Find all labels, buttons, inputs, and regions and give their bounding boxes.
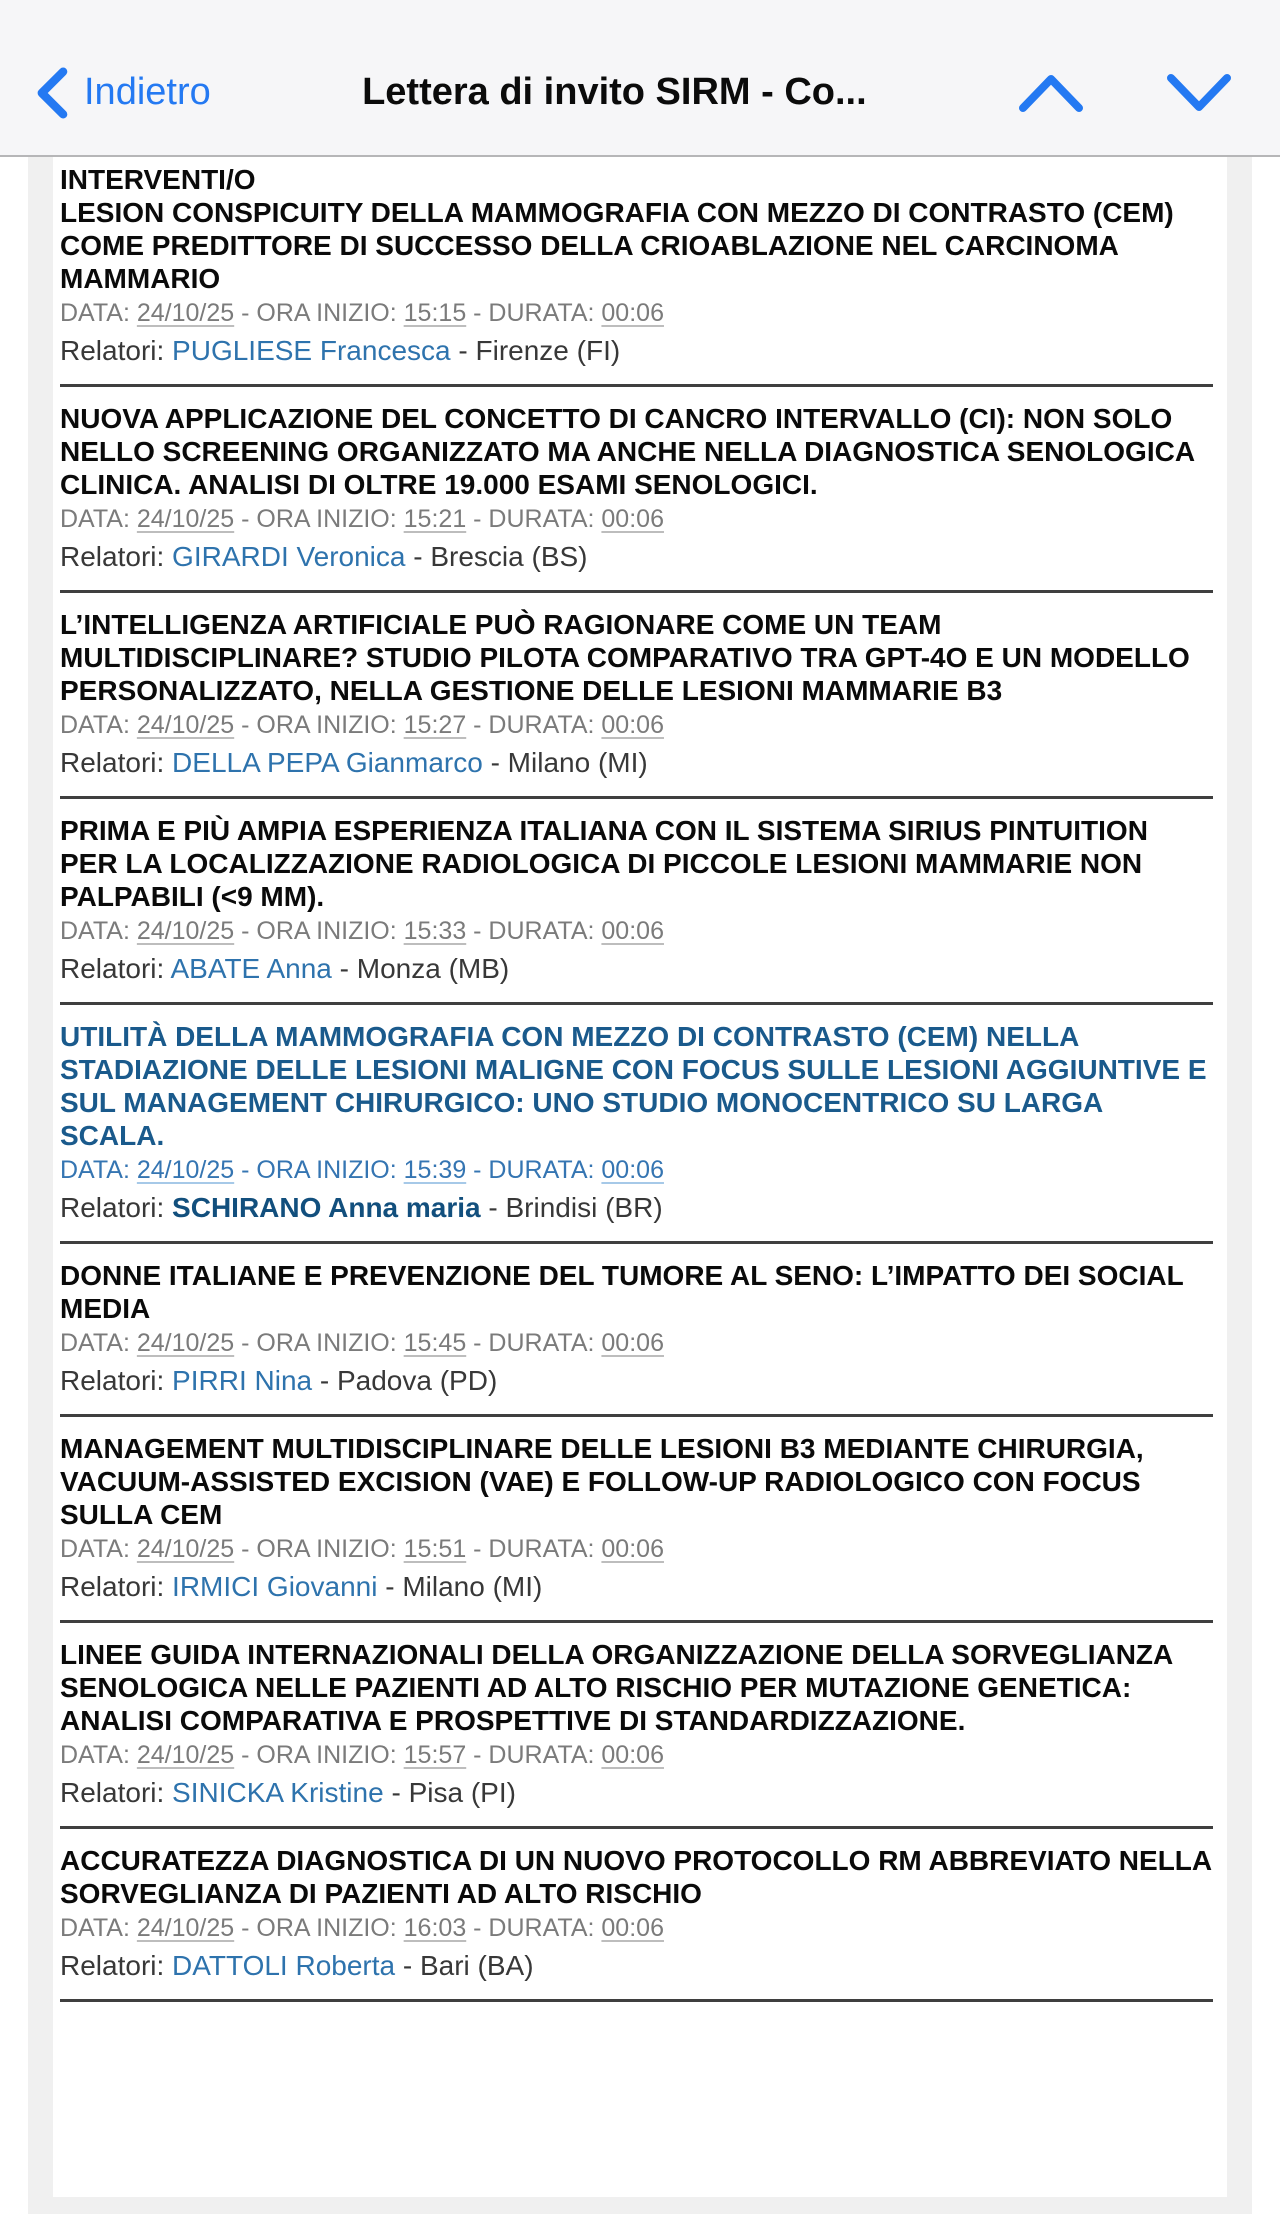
duration-value-link[interactable]: 00:06 bbox=[601, 1741, 664, 1769]
duration-label: - DURATA: bbox=[466, 711, 602, 739]
chevron-up-icon[interactable] bbox=[1018, 72, 1084, 114]
speaker-link[interactable]: GIRARDI Veronica bbox=[172, 541, 406, 572]
date-value-link[interactable]: 24/10/25 bbox=[136, 505, 235, 533]
start-time-value-link[interactable]: 15:33 bbox=[403, 917, 467, 945]
speaker-link[interactable]: PIRRI Nina bbox=[172, 1365, 313, 1396]
session-title: MANAGEMENT MULTIDISCIPLINARE DELLE LESIONI B3 MEDIANTE CHIRURGIA, VACUUM-ASSISTED EXCISION (VAE) E FOLLOW-UP RADIOLOGICO CON FOCUS SULLA CEM bbox=[60, 1433, 1144, 1530]
back-button[interactable] bbox=[34, 67, 211, 119]
duration-label: - DURATA: bbox=[466, 1914, 602, 1942]
speaker-link[interactable]: SINICKA Kristine bbox=[172, 1777, 384, 1808]
entry-divider bbox=[60, 1002, 1213, 1005]
speakers-line bbox=[60, 1192, 1213, 1224]
chevron-down-icon[interactable] bbox=[1166, 72, 1232, 114]
session-meta bbox=[60, 300, 1213, 326]
date-value-link[interactable]: 24/10/25 bbox=[136, 299, 235, 327]
session-entry bbox=[60, 1259, 1213, 1417]
speaker-location: - Monza (MB) bbox=[331, 953, 510, 984]
date-value-link[interactable]: 24/10/25 bbox=[136, 917, 235, 945]
start-time-label: - ORA INIZIO: bbox=[234, 917, 404, 945]
session-meta bbox=[60, 1742, 1213, 1768]
start-time-label: - ORA INIZIO: bbox=[234, 1156, 404, 1184]
start-time-value-link[interactable]: 15:21 bbox=[403, 505, 467, 533]
date-label: DATA: bbox=[60, 1156, 137, 1184]
speaker-location: - Brescia (BS) bbox=[405, 541, 588, 572]
session-entry bbox=[60, 814, 1213, 1005]
speakers-label: Relatori: bbox=[60, 1950, 173, 1981]
date-label: DATA: bbox=[60, 1741, 137, 1769]
session-entry bbox=[60, 196, 1213, 387]
speaker-location: - Milano (MI) bbox=[482, 747, 648, 778]
start-time-label: - ORA INIZIO: bbox=[234, 299, 404, 327]
session-meta bbox=[60, 712, 1213, 738]
session-entry bbox=[60, 1020, 1213, 1244]
session-title: NUOVA APPLICAZIONE DEL CONCETTO DI CANCRO INTERVALLO (CI): NON SOLO NELLO SCREENING ORGANIZZATO MA ANCHE NELLA DIAGNOSTICA SENOLOGICA CLINICA. ANALISI DI OLTRE 19.000 ESAMI SENOLOGICI. bbox=[60, 403, 1194, 500]
session-entry bbox=[60, 608, 1213, 799]
date-value-link[interactable]: 24/10/25 bbox=[136, 1329, 235, 1357]
duration-label: - DURATA: bbox=[466, 1156, 602, 1184]
date-label: DATA: bbox=[60, 711, 137, 739]
start-time-value-link[interactable]: 15:51 bbox=[403, 1535, 467, 1563]
duration-value-link[interactable]: 00:06 bbox=[601, 1156, 664, 1184]
date-label: DATA: bbox=[60, 505, 137, 533]
speakers-line bbox=[60, 747, 1213, 779]
duration-label: - DURATA: bbox=[466, 1535, 602, 1563]
start-time-label: - ORA INIZIO: bbox=[234, 1535, 404, 1563]
session-entry bbox=[60, 1432, 1213, 1623]
duration-value-link[interactable]: 00:06 bbox=[601, 917, 664, 945]
duration-value-link[interactable]: 00:06 bbox=[601, 1535, 664, 1563]
duration-label: - DURATA: bbox=[466, 299, 602, 327]
session-meta bbox=[60, 506, 1213, 532]
speakers-label: Relatori: bbox=[60, 541, 173, 572]
date-value-link[interactable]: 24/10/25 bbox=[136, 1914, 235, 1942]
speaker-link[interactable]: PUGLIESE Francesca bbox=[172, 335, 451, 366]
speakers-label: Relatori: bbox=[60, 1571, 173, 1602]
speaker-location: - Firenze (FI) bbox=[450, 335, 621, 366]
session-meta bbox=[60, 1915, 1213, 1941]
session-title: UTILITÀ DELLA MAMMOGRAFIA CON MEZZO DI CONTRASTO (CEM) NELLA STADIAZIONE DELLE LESIONI MALIGNE CON FOCUS SULLE LESIONI AGGIUNTIVE E SUL MANAGEMENT CHIRURGICO: UNO STUDIO MONOCENTRICO SU LARGA SCALA. bbox=[60, 1021, 1207, 1151]
speakers-line bbox=[60, 1571, 1213, 1603]
date-label: DATA: bbox=[60, 1329, 137, 1357]
session-meta bbox=[60, 1330, 1213, 1356]
date-value-link[interactable]: 24/10/25 bbox=[136, 1156, 235, 1184]
entry-divider bbox=[60, 1620, 1213, 1623]
start-time-value-link[interactable]: 15:45 bbox=[403, 1329, 467, 1357]
session-entry bbox=[60, 1638, 1213, 1829]
speaker-location: - Padova (PD) bbox=[312, 1365, 498, 1396]
speakers-line bbox=[60, 335, 1213, 367]
speaker-location: - Brindisi (BR) bbox=[480, 1192, 663, 1223]
speakers-label: Relatori: bbox=[60, 953, 171, 984]
start-time-value-link[interactable]: 15:15 bbox=[403, 299, 467, 327]
back-button-label[interactable]: Indietro bbox=[84, 71, 211, 113]
nav-bar bbox=[0, 0, 1280, 157]
date-value-link[interactable]: 24/10/25 bbox=[136, 1741, 235, 1769]
entry-divider bbox=[60, 796, 1213, 799]
speaker-link[interactable]: DELLA PEPA Gianmarco bbox=[172, 747, 483, 778]
speakers-line bbox=[60, 1365, 1213, 1397]
session-meta bbox=[60, 1157, 1213, 1183]
session-meta bbox=[60, 1536, 1213, 1562]
start-time-label: - ORA INIZIO: bbox=[234, 1741, 404, 1769]
speakers-line bbox=[60, 1950, 1213, 1982]
session-title: PRIMA E PIÙ AMPIA ESPERIENZA ITALIANA CON IL SISTEMA SIRIUS PINTUITION PER LA LOCALIZZAZIONE RADIOLOGICA DI PICCOLE LESIONI MAMMARIE NON PALPABILI (<9 MM). bbox=[60, 815, 1148, 912]
duration-value-link[interactable]: 00:06 bbox=[601, 505, 664, 533]
message-title: Lettera di invito SIRM - Co... bbox=[362, 71, 867, 113]
start-time-value-link[interactable]: 16:03 bbox=[403, 1914, 467, 1942]
speakers-label: Relatori: bbox=[60, 1192, 173, 1223]
entry-divider bbox=[60, 1826, 1213, 1829]
session-entry bbox=[60, 402, 1213, 593]
email-body-background bbox=[28, 157, 1252, 2214]
session-title: L’INTELLIGENZA ARTIFICIALE PUÒ RAGIONARE COME UN TEAM MULTIDISCIPLINARE? STUDIO PILOTA COMPARATIVO TRA GPT-4O E UN MODELLO PERSONALIZZATO, NELLA GESTIONE DELLE LESIONI MAMMARIE B3 bbox=[60, 609, 1190, 706]
speaker-link[interactable]: IRMICI Giovanni bbox=[172, 1571, 378, 1602]
session-entry bbox=[60, 1844, 1213, 2002]
speakers-label: Relatori: bbox=[60, 1365, 173, 1396]
speakers-label: Relatori: bbox=[60, 335, 173, 366]
speakers-label: Relatori: bbox=[60, 1777, 173, 1808]
duration-label: - DURATA: bbox=[466, 505, 602, 533]
date-label: DATA: bbox=[60, 917, 137, 945]
start-time-label: - ORA INIZIO: bbox=[234, 1329, 404, 1357]
entry-divider bbox=[60, 384, 1213, 387]
entry-divider bbox=[60, 1241, 1213, 1244]
speaker-link[interactable]: DATTOLI Roberta bbox=[172, 1950, 396, 1981]
start-time-label: - ORA INIZIO: bbox=[234, 1914, 404, 1942]
start-time-label: - ORA INIZIO: bbox=[234, 505, 404, 533]
speakers-label: Relatori: bbox=[60, 747, 173, 778]
start-time-value-link[interactable]: 15:57 bbox=[403, 1741, 467, 1769]
session-title: LINEE GUIDA INTERNAZIONALI DELLA ORGANIZZAZIONE DELLA SORVEGLIANZA SENOLOGICA NELLE PAZIENTI AD ALTO RISCHIO PER MUTAZIONE GENETICA: ANALISI COMPARATIVA E PROSPETTIVE DI STANDARDIZZAZIONE. bbox=[60, 1639, 1173, 1736]
date-value-link[interactable]: 24/10/25 bbox=[136, 711, 235, 739]
speaker-location: - Pisa (PI) bbox=[383, 1777, 516, 1808]
entry-divider bbox=[60, 1999, 1213, 2002]
session-title: ACCURATEZZA DIAGNOSTICA DI UN NUOVO PROTOCOLLO RM ABBREVIATO NELLA SORVEGLIANZA DI PAZIENTI AD ALTO RISCHIO bbox=[60, 1845, 1212, 1909]
duration-value-link[interactable]: 00:06 bbox=[601, 299, 664, 327]
entries bbox=[60, 196, 1213, 2002]
speakers-line bbox=[60, 953, 1213, 985]
duration-value-link[interactable]: 00:06 bbox=[601, 711, 664, 739]
date-label: DATA: bbox=[60, 299, 137, 327]
speakers-line bbox=[60, 1777, 1213, 1809]
duration-label: - DURATA: bbox=[466, 917, 602, 945]
duration-value-link[interactable]: 00:06 bbox=[601, 1329, 664, 1357]
speaker-location: - Bari (BA) bbox=[395, 1950, 534, 1981]
entry-divider bbox=[60, 590, 1213, 593]
speaker-location: - Milano (MI) bbox=[377, 1571, 543, 1602]
speakers-line bbox=[60, 541, 1213, 573]
section-label: INTERVENTI/O bbox=[60, 164, 256, 195]
date-value-link[interactable]: 24/10/25 bbox=[136, 1535, 235, 1563]
date-label: DATA: bbox=[60, 1535, 137, 1563]
date-label: DATA: bbox=[60, 1914, 137, 1942]
speaker-link[interactable]: ABATE Anna bbox=[170, 953, 332, 984]
duration-value-link[interactable]: 00:06 bbox=[601, 1914, 664, 1942]
chevron-left-icon bbox=[34, 67, 70, 119]
session-title: LESION CONSPICUITY DELLA MAMMOGRAFIA CON MEZZO DI CONTRASTO (CEM) COME PREDITTORE DI SUCCESSO DELLA CRIOABLAZIONE NEL CARCINOMA MAMMARIO bbox=[60, 197, 1174, 294]
entry-divider bbox=[60, 1414, 1213, 1417]
start-time-label: - ORA INIZIO: bbox=[234, 711, 404, 739]
email-content-card bbox=[53, 157, 1227, 2197]
duration-label: - DURATA: bbox=[466, 1329, 602, 1357]
start-time-value-link[interactable]: 15:27 bbox=[403, 711, 467, 739]
speaker-link[interactable]: SCHIRANO Anna maria bbox=[172, 1192, 481, 1223]
start-time-value-link[interactable]: 15:39 bbox=[403, 1156, 467, 1184]
session-meta bbox=[60, 918, 1213, 944]
duration-label: - DURATA: bbox=[466, 1741, 602, 1769]
session-title: DONNE ITALIANE E PREVENZIONE DEL TUMORE AL SENO: L’IMPATTO DEI SOCIAL MEDIA bbox=[60, 1260, 1184, 1324]
